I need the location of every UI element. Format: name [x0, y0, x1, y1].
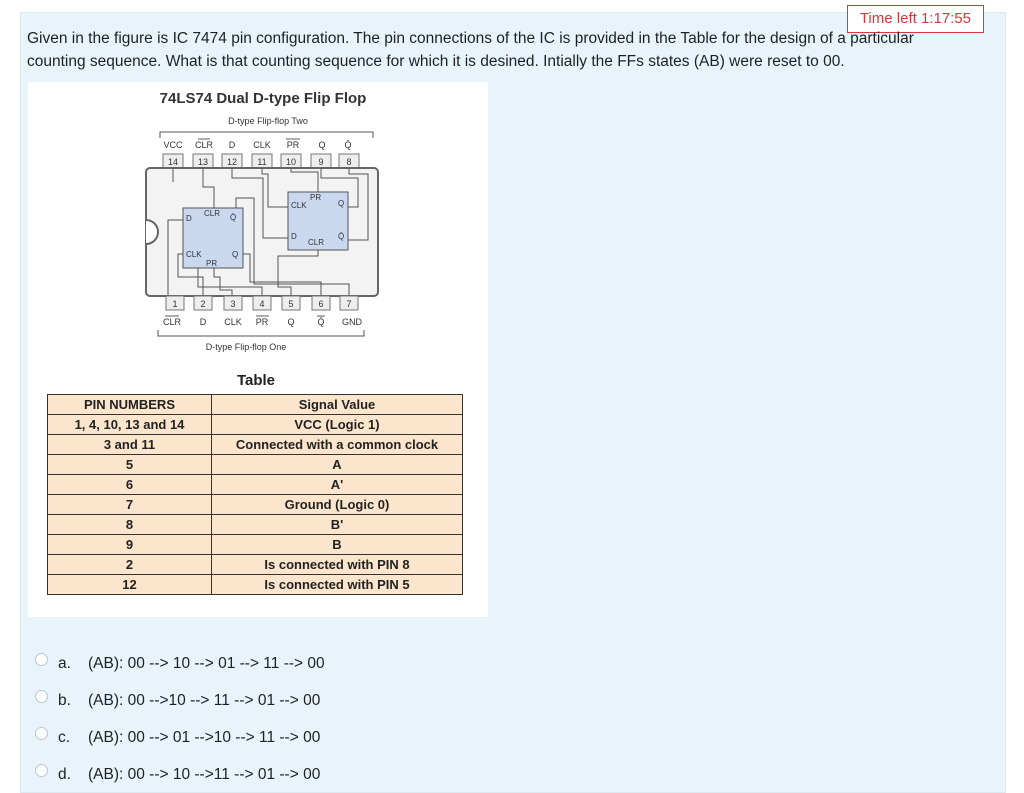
- top-pin-name: CLK: [253, 140, 271, 150]
- svg-text:D: D: [291, 232, 297, 241]
- svg-text:Q̄: Q̄: [338, 232, 345, 241]
- table-cell: Connected with a common clock: [212, 435, 463, 455]
- option-letter: c.: [58, 728, 71, 746]
- ic-pin-diagram: [128, 112, 418, 357]
- top-pin-name: CLR: [194, 140, 214, 150]
- svg-text:Q: Q: [232, 250, 239, 259]
- bottom-pin-number: 3: [230, 299, 236, 309]
- bottom-pin-name: D: [199, 317, 207, 327]
- option-a-radio[interactable]: [35, 653, 48, 666]
- bottom-pin-name: CLR: [162, 317, 182, 327]
- table-cell: VCC (Logic 1): [212, 415, 463, 435]
- table-header: Signal Value: [212, 395, 463, 415]
- bottom-pin-number: 2: [200, 299, 206, 309]
- top-pin-number: 12: [226, 157, 238, 167]
- table-cell: 3 and 11: [48, 435, 212, 455]
- table-cell: B: [212, 535, 463, 555]
- question-text: Given in the figure is IC 7474 pin configuration. The pin connections of the IC is provided in the Table for the design of a particular counting sequence. What is that counting sequence for which it is desined. Intially the FFs states (AB) were reset to 00.: [27, 30, 914, 70]
- figure: [28, 82, 488, 617]
- svg-text:Q: Q: [338, 199, 345, 208]
- svg-text:D: D: [186, 214, 192, 223]
- top-pin-number: 9: [318, 157, 324, 167]
- option-text[interactable]: (AB): 00 --> 01 -->10 --> 11 --> 00: [88, 728, 321, 746]
- option-a[interactable]: [35, 645, 325, 682]
- top-pin-number: 14: [167, 157, 179, 167]
- svg-text:CLR: CLR: [308, 238, 325, 247]
- table-row: [48, 495, 463, 515]
- option-d[interactable]: [35, 756, 325, 793]
- bottom-pin-name: Q: [287, 317, 295, 327]
- bottom-pin-number: 7: [346, 299, 352, 309]
- option-letter: b.: [58, 691, 71, 709]
- table-cell: Ground (Logic 0): [212, 495, 463, 515]
- table-row: [48, 535, 463, 555]
- answer-options: [35, 645, 325, 793]
- table-cell: B': [212, 515, 463, 535]
- table-cell: 2: [48, 555, 212, 575]
- table-row: [48, 515, 463, 535]
- option-b[interactable]: [35, 682, 325, 719]
- ff-two-label: D-type Flip-flop Two: [228, 116, 308, 126]
- table-row: [48, 415, 463, 435]
- svg-text:PR: PR: [310, 193, 322, 202]
- table-title: Table: [236, 372, 276, 389]
- svg-text:CLR: CLR: [204, 209, 221, 218]
- table-cell: A': [212, 475, 463, 495]
- top-pin-number: 11: [257, 157, 267, 167]
- top-pin-number: 10: [285, 157, 297, 167]
- table-row: [48, 435, 463, 455]
- option-c-radio[interactable]: [35, 727, 48, 740]
- table-row: [48, 455, 463, 475]
- bottom-pin-name: GND: [342, 317, 362, 327]
- option-text[interactable]: (AB): 00 -->10 --> 11 --> 01 --> 00: [88, 691, 321, 709]
- top-pin-number: 13: [197, 157, 209, 167]
- svg-text:CLK: CLK: [186, 250, 202, 259]
- table-cell: 9: [48, 535, 212, 555]
- table-header-row: [48, 395, 463, 415]
- pin-table: [47, 394, 463, 595]
- top-pin-number: 8: [346, 157, 352, 167]
- option-letter: a.: [58, 654, 71, 672]
- svg-text:CLK: CLK: [291, 201, 307, 210]
- table-cell: Is connected with PIN 8: [212, 555, 463, 575]
- table-cell: A: [212, 455, 463, 475]
- table-row: [48, 475, 463, 495]
- table-cell: 1, 4, 10, 13 and 14: [48, 415, 212, 435]
- bottom-pin-name: CLK: [224, 317, 242, 327]
- top-pin-name: PR: [286, 140, 300, 150]
- table-cell: Is connected with PIN 5: [212, 575, 463, 595]
- table-cell: 6: [48, 475, 212, 495]
- bottom-pin-number: 1: [172, 299, 178, 309]
- option-text[interactable]: (AB): 00 --> 10 -->11 --> 01 --> 00: [88, 765, 321, 783]
- top-pin-name: VCC: [163, 140, 183, 150]
- figure-title: 74LS74 Dual D-type Flip Flop: [159, 90, 367, 107]
- svg-text:PR: PR: [206, 259, 218, 268]
- bottom-pin-name: PR: [255, 317, 269, 327]
- table-cell: 5: [48, 455, 212, 475]
- table-row: [48, 555, 463, 575]
- time-left-badge: Time left 1:17:55: [847, 5, 984, 33]
- table-row: [48, 575, 463, 595]
- option-d-radio[interactable]: [35, 764, 48, 777]
- bottom-pin-number: 5: [288, 299, 294, 309]
- option-c[interactable]: [35, 719, 325, 756]
- top-pin-name: Q̄: [344, 140, 352, 150]
- table-cell: 7: [48, 495, 212, 515]
- table-cell: 12: [48, 575, 212, 595]
- bottom-pin-number: 6: [318, 299, 324, 309]
- option-text[interactable]: (AB): 00 --> 10 --> 01 --> 11 --> 00: [88, 654, 325, 672]
- bottom-pin-name: Q̄: [317, 317, 325, 327]
- option-letter: d.: [58, 765, 71, 783]
- ff-one-label: D-type Flip-flop One: [205, 342, 287, 352]
- option-b-radio[interactable]: [35, 690, 48, 703]
- bottom-pin-number: 4: [259, 299, 265, 309]
- top-pin-name: D: [228, 140, 236, 150]
- table-header: PIN NUMBERS: [48, 395, 212, 415]
- svg-text:Q̄: Q̄: [230, 213, 237, 222]
- table-cell: 8: [48, 515, 212, 535]
- top-pin-name: Q: [318, 140, 326, 150]
